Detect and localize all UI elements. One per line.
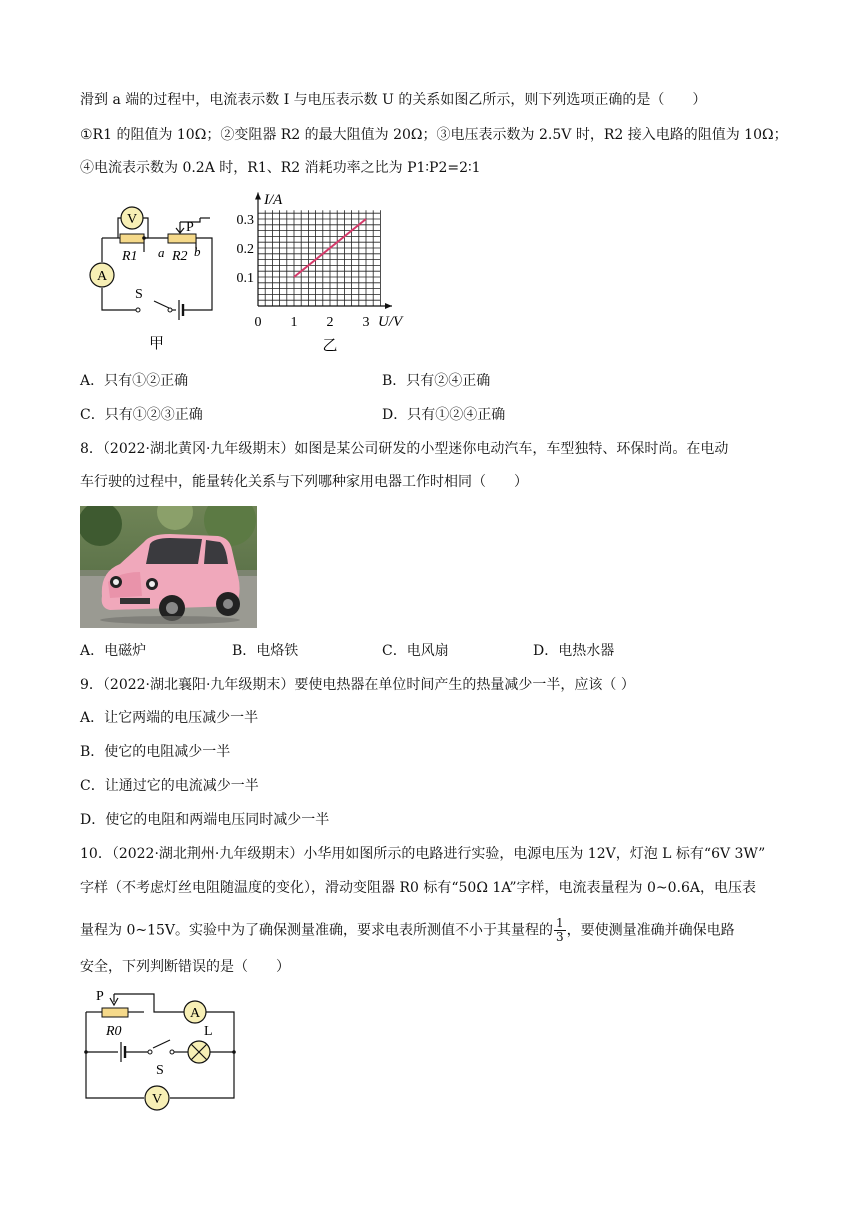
- r0-label: R0: [106, 1024, 122, 1039]
- q10-circuit-diagram: [80, 988, 240, 1114]
- q10-voltmeter-label: V: [151, 1092, 163, 1107]
- r2-label: R2: [172, 249, 188, 264]
- q9-option-d[interactable]: D．使它的电阻和两端电压同时减少一半: [80, 812, 330, 828]
- q7-stem-line-3: ④电流表示数为 0.2A 时，R1、R2 消耗功率之比为 P1∶P2=2∶1: [80, 160, 481, 176]
- q7-circuit-diagram-jia: [80, 198, 230, 358]
- fraction-numerator: 1: [556, 916, 564, 930]
- q8-stem-line-1: 8．（2022·湖北黄冈·九年级期末）如图是某公司研发的小型迷你电动汽车，车型独特、环保时尚。在电动: [80, 441, 729, 457]
- q8-option-a[interactable]: A．电磁炉: [80, 643, 147, 659]
- q7-option-b[interactable]: B．只有②④正确: [382, 373, 491, 389]
- q10-stem-line-3: [80, 917, 735, 944]
- caption-jia: 甲: [149, 336, 165, 352]
- q10-stem-line-1: 10．（2022·湖北荆州·九年级期末）小华用如图所示的电路进行实验，电源电压为 12V，灯泡 L 标有“6V 3W”: [80, 846, 766, 862]
- chart-x-axis-label: U/V: [378, 314, 403, 330]
- fraction-denominator: 3: [556, 930, 564, 944]
- q9-option-b[interactable]: B．使它的电阻减少一半: [80, 744, 231, 760]
- q8-stem-line-2: 车行驶的过程中，能量转化关系与下列哪种家用电器工作时相同（ ）: [80, 474, 528, 490]
- chart-x-tick-label: 1: [290, 315, 298, 330]
- q7-stem-line-2: ①R1 的阻值为 10Ω；②变阻器 R2 的最大阻值为 20Ω；③电压表示数为 2.5V 时，R2 接入电路的阻值为 10Ω；: [80, 127, 788, 143]
- chart-y-tick-label: 0.3: [236, 213, 254, 228]
- r1-label: R1: [122, 249, 138, 264]
- q7-option-a[interactable]: A．只有①②正确: [80, 373, 189, 389]
- end-a-label: a: [158, 245, 165, 260]
- pink-electric-car-photo: [80, 506, 257, 628]
- q7-stem-line-1: 滑到 a 端的过程中，电流表示数 I 与电压表示数 U 的关系如图乙所示，则下列选项正确的是（ ）: [80, 92, 707, 108]
- q10-ammeter-label: A: [189, 1006, 201, 1021]
- q7-option-c[interactable]: C．只有①②③正确: [80, 407, 203, 423]
- chart-y-tick-label: 0.2: [236, 242, 254, 257]
- caption-yi: 乙: [322, 338, 338, 354]
- q10-stem-line-2: 字样（不考虑灯丝电阻随温度的变化），滑动变阻器 R0 标有“50Ω 1A”字样，电流表量程为 0~0.6A，电压表: [80, 880, 756, 896]
- end-b-label: b: [194, 244, 201, 259]
- q10-switch-label: S: [156, 1063, 164, 1078]
- ammeter-label: A: [96, 269, 108, 284]
- chart-x-tick-label: 0: [254, 315, 262, 330]
- q9-option-a[interactable]: A．让它两端的电压减少一半: [80, 710, 259, 726]
- q8-option-b[interactable]: B．电烙铁: [232, 643, 299, 659]
- chart-x-tick-label: 2: [326, 315, 334, 330]
- chart-y-axis-label: I/A: [264, 192, 283, 208]
- q8-option-d[interactable]: D．电热水器: [533, 643, 615, 659]
- chart-x-axis-arrow: [385, 303, 392, 309]
- slider-p-label: P: [186, 220, 194, 235]
- lamp-label: L: [204, 1024, 213, 1039]
- q10-stem-line-3-start: 量程为 0~15V。实验中为了确保测量准确，要求电表所测值不小于其量程的: [80, 922, 554, 939]
- q10-stem-line-3-end: ，要使测量准确并确保电路: [566, 922, 735, 939]
- chart-y-axis-arrow: [255, 193, 261, 200]
- q10-slider-p-label: P: [96, 989, 104, 1004]
- chart-x-tick-label: 3: [362, 315, 370, 330]
- q7-option-d[interactable]: D．只有①②④正确: [382, 407, 506, 423]
- one-third-fraction: [554, 917, 566, 944]
- q9-option-c[interactable]: C．让通过它的电流减少一半: [80, 778, 259, 794]
- chart-y-tick-label: 0.1: [236, 271, 254, 286]
- switch-label: S: [135, 287, 143, 302]
- q9-stem-line-1: 9．（2022·湖北襄阳·九年级期末）要使电热器在单位时间产生的热量减少一半，应该（ ）: [80, 677, 635, 693]
- voltmeter-label: V: [126, 212, 138, 227]
- q7-iu-chart-yi: [228, 188, 418, 358]
- q10-stem-line-4: 安全，下列判断错误的是（ ）: [80, 959, 290, 975]
- q8-option-c[interactable]: C．电风扇: [382, 643, 449, 659]
